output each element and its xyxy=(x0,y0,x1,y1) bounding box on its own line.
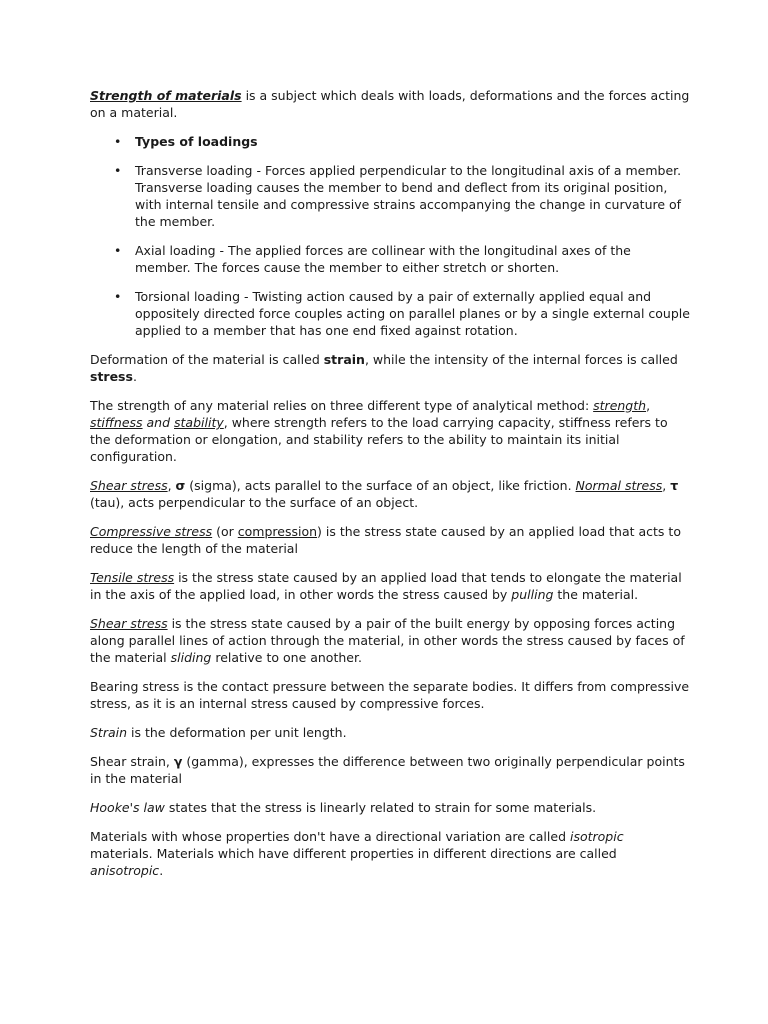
text-run: The strength of any material relies on three different type of analytical method: xyxy=(90,398,594,413)
intro-paragraph xyxy=(90,87,690,121)
text-run: Materials with whose properties don't have a directional variation are called xyxy=(90,829,570,844)
text-run: is the stress state caused by an applied load that tends to elongate the material in the axis of the applied load, in other words the stress caused by xyxy=(90,570,682,602)
text-run: and xyxy=(142,415,175,430)
isotropic-paragraph xyxy=(90,828,690,879)
text-run: (gamma), expresses the difference between two originally perpendicular points in the material xyxy=(90,754,685,786)
stability-link[interactable]: stability xyxy=(174,415,224,430)
text-run: relative to one another. xyxy=(211,650,362,665)
sigma-symbol: σ xyxy=(175,478,186,493)
list-item-text: Axial loading - The applied forces are collinear with the longitudinal axes of the member. The forces cause the member to either stretch or shorten. xyxy=(135,243,631,275)
gamma-symbol: γ xyxy=(173,754,183,769)
strength-link[interactable]: strength xyxy=(593,398,647,413)
text-run: (tau), acts perpendicular to the surface of an object. xyxy=(90,495,419,510)
pulling-emphasis: pulling xyxy=(511,587,554,602)
text-run: is the stress state caused by a pair of the built energy by opposing forces acting along parallel lines of action through the material, in other words the stress caused by faces of the material xyxy=(90,616,685,665)
sliding-emphasis: sliding xyxy=(170,650,212,665)
list-heading xyxy=(90,133,690,150)
hooke-paragraph xyxy=(90,799,690,816)
text-run: Shear strain, xyxy=(90,754,174,769)
text-run: (or xyxy=(212,524,238,539)
list-heading-text: Types of loadings xyxy=(135,134,258,149)
list-item-text: Torsional loading - Twisting action caused by a pair of externally applied equal and oppositely directed force couples acting on parallel planes or by a single external couple applied to a member that has one end fixed against rotation. xyxy=(135,289,690,338)
hooke-term: Hooke's law xyxy=(90,800,165,815)
bullet-icon: • xyxy=(114,134,122,149)
tensile-paragraph xyxy=(90,569,690,603)
text-run: states that the stress is linearly related to strain for some materials. xyxy=(164,800,597,815)
text-run: , xyxy=(646,398,651,413)
text-run: , xyxy=(167,478,176,493)
compression-link[interactable]: compression xyxy=(237,524,318,539)
deformation-paragraph xyxy=(90,351,690,385)
text-run: the material. xyxy=(553,587,639,602)
tau-symbol: τ xyxy=(670,478,679,493)
shear-strain-paragraph xyxy=(90,753,690,787)
strain-term: Strain xyxy=(90,725,128,740)
text-run: Deformation of the material is called xyxy=(90,352,324,367)
text-run: , while the intensity of the internal forces is called xyxy=(364,352,678,367)
shear-stress-definition-paragraph xyxy=(90,615,690,666)
intro-text: is a subject which deals with loads, deformations and the forces acting on a material. xyxy=(90,88,690,120)
tensile-stress-link[interactable]: Tensile stress xyxy=(90,570,175,585)
strength-paragraph xyxy=(90,397,690,465)
strain-term: strain xyxy=(323,352,365,367)
loadings-list xyxy=(90,133,690,339)
strain-paragraph xyxy=(90,724,690,741)
text-run: . xyxy=(159,863,164,878)
text-run: (sigma), acts parallel to the surface of an object, like friction. xyxy=(185,478,576,493)
bearing-paragraph: Bearing stress is the contact pressure between the separate bodies. It differs from compressive stress, as it is an internal stress caused by compressive forces. xyxy=(90,679,690,711)
text-run: , xyxy=(662,478,671,493)
text-run: , where strength refers to the load carrying capacity, stiffness refers to the deformation or elongation, and stability refers to the ability to maintain its initial configuration. xyxy=(90,415,668,464)
text-run: . xyxy=(132,369,137,384)
normal-stress-link[interactable]: Normal stress xyxy=(575,478,663,493)
list-item xyxy=(90,162,690,230)
compressive-paragraph xyxy=(90,523,690,557)
document-page xyxy=(90,87,690,891)
text-run: ) is the stress state caused by an applied load that acts to reduce the length of the material xyxy=(90,524,681,556)
list-item xyxy=(90,242,690,276)
shear-stress-link[interactable]: Shear stress xyxy=(90,616,168,631)
list-item xyxy=(90,288,690,339)
stress-term: stress xyxy=(90,369,133,384)
bullet-icon: • xyxy=(114,163,122,178)
stiffness-link[interactable]: stiffness xyxy=(90,415,143,430)
text-run: materials. Materials which have different properties in different directions are called xyxy=(90,846,617,861)
text-run: is the deformation per unit length. xyxy=(127,725,347,740)
bullet-icon: • xyxy=(114,289,122,304)
anisotropic-term: anisotropic xyxy=(90,863,160,878)
compressive-stress-link[interactable]: Compressive stress xyxy=(90,524,213,539)
shear-stress-paragraph xyxy=(90,477,690,511)
isotropic-term: isotropic xyxy=(569,829,624,844)
shear-stress-link[interactable]: Shear stress xyxy=(90,478,168,493)
bullet-icon: • xyxy=(114,243,122,258)
intro-term: Strength of materials xyxy=(90,88,242,103)
list-item-text: Transverse loading - Forces applied perpendicular to the longitudinal axis of a member. Transverse loading causes the member to bend and deflect from its original position, with internal tensile and compressive strains accompanying the change in curvature of the member. xyxy=(135,163,682,229)
